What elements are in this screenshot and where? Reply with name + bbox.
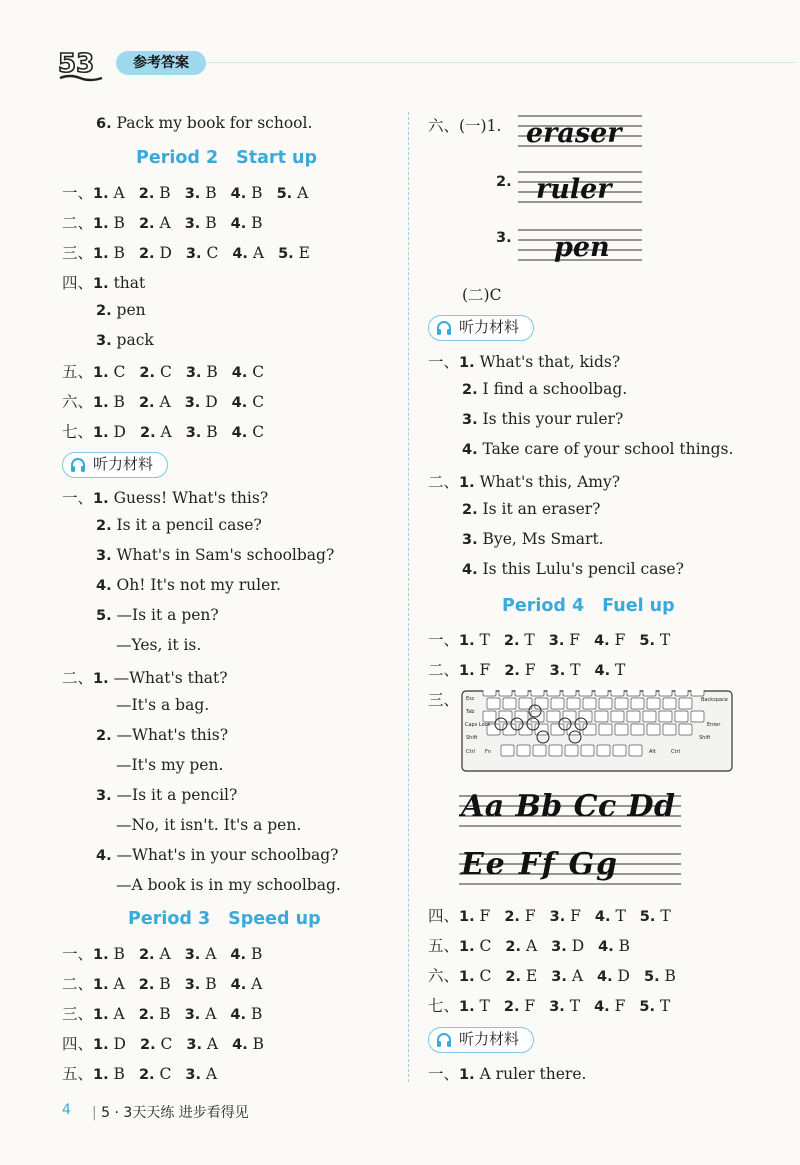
answer-item: 3. D <box>551 937 585 955</box>
item-prefix: 一、 <box>62 945 94 963</box>
answer-row <box>428 904 685 926</box>
header-rule <box>206 62 796 63</box>
answer-item: 3. B <box>184 184 217 202</box>
answer-item: 5. B <box>643 967 676 985</box>
svg-text:Shift: Shift <box>699 735 711 741</box>
answer-item: 4. B <box>230 1005 263 1023</box>
handwritten-word: ruler <box>536 174 612 205</box>
item-prefix: 六、 <box>62 393 94 411</box>
item-prefix: 二、 <box>62 975 94 993</box>
listening-material-label: 听力材料 <box>428 315 534 341</box>
item-prefix: 二、 <box>62 214 94 232</box>
answer-item: 5. T <box>639 997 671 1015</box>
svg-text:Enter: Enter <box>707 722 721 728</box>
answer-item: 3. T <box>549 997 581 1015</box>
item-prefix: 五、 <box>428 937 460 955</box>
answer-item: 1. B <box>93 1065 125 1083</box>
answer-row <box>62 1032 278 1054</box>
answer-item: 4. T <box>594 907 626 925</box>
answer-row <box>62 241 324 263</box>
headphones-icon <box>435 319 453 337</box>
answer-item: 2. A <box>138 214 171 232</box>
transcript-line: 3. What's in Sam's schoolbag? <box>96 546 335 564</box>
answer-item: 2. T <box>503 631 535 649</box>
answer-row <box>62 420 278 442</box>
answer-item: 1. F <box>459 907 491 925</box>
svg-text:Fn: Fn <box>485 749 492 755</box>
handwritten-letters: Aa Bb Cc Dd <box>461 789 675 824</box>
answer-line: 3. pack <box>96 331 154 349</box>
svg-text:Shift: Shift <box>466 735 478 741</box>
answer-row <box>428 964 690 986</box>
answer-item: 1. A <box>93 975 125 993</box>
svg-text:Backspace: Backspace <box>701 697 728 703</box>
transcript-line: 一、1. Guess! What's this? <box>62 489 269 507</box>
answer-item: 1. A <box>93 1005 125 1023</box>
answer-item: 3. B <box>184 214 217 232</box>
answer-item: 4. F <box>594 997 626 1015</box>
transcript-line: 二、1. What's this, Amy? <box>428 473 621 491</box>
item-prefix: 二、 <box>428 661 460 679</box>
handwriting-lines <box>518 112 642 276</box>
handwritten-letters: Ee Ff Gg <box>461 847 617 882</box>
answer-item: 2. A <box>138 393 171 411</box>
answer-line: 6. Pack my book for school. <box>96 114 313 132</box>
answer-item: 3. F <box>549 907 581 925</box>
item-prefix: 一、 <box>428 631 460 649</box>
answer-item: 1. B <box>93 214 125 232</box>
answer-item: 3. B <box>184 975 217 993</box>
answer-label: 3. <box>496 230 512 246</box>
transcript-line: 5. —Is it a pen? <box>96 606 219 624</box>
answer-row <box>62 390 278 412</box>
answer-item: 2. C <box>139 363 172 381</box>
answer-row <box>62 972 276 994</box>
transcript-line: 4. Is this Lulu's pencil case? <box>462 560 684 578</box>
answer-row <box>428 994 684 1016</box>
svg-text:Esc: Esc <box>466 696 475 702</box>
answer-item: 5. T <box>639 907 671 925</box>
keyboard-illustration <box>461 690 733 772</box>
answer-label: 三、 <box>428 691 460 709</box>
answer-item: 2. C <box>138 1065 172 1083</box>
svg-text:Tab: Tab <box>466 709 475 715</box>
item-prefix: 五、 <box>62 1065 94 1083</box>
item-prefix: 七、 <box>428 997 460 1015</box>
answer-item: 2. A <box>505 937 538 955</box>
column-divider <box>408 112 409 1082</box>
answer-item: 3. T <box>549 661 581 679</box>
page-number: 4 <box>62 1102 71 1118</box>
listening-material-label: 听力材料 <box>428 1027 534 1053</box>
transcript-line: 4. Take care of your school things. <box>462 440 734 458</box>
item-prefix: 七、 <box>62 423 94 441</box>
transcript-line: 2. I find a schoolbag. <box>462 380 628 398</box>
answer-label: 2. <box>496 174 512 190</box>
headphones-icon <box>435 1031 453 1049</box>
brand-logo <box>54 44 110 88</box>
answer-item: 5. A <box>276 184 309 202</box>
footer-brand: | 5 · 3天天练 进步看得见 <box>92 1105 249 1121</box>
answer-item: 3. D <box>184 393 218 411</box>
answer-item: 1. T <box>459 631 490 649</box>
answer-item: 2. B <box>138 184 171 202</box>
answer-item: 4. B <box>230 945 263 963</box>
answer-item: 1. A <box>93 184 125 202</box>
answer-row <box>428 658 639 680</box>
answer-item: 1. C <box>459 937 492 955</box>
answer-label: 六、(一)1. <box>428 117 502 135</box>
answer-item: 1. C <box>459 967 492 985</box>
answer-row <box>62 942 276 964</box>
answer-item: 5. E <box>278 244 310 262</box>
answer-row <box>428 628 684 650</box>
answer-item: 2. C <box>139 1035 173 1053</box>
answer-item: 4. D <box>597 967 630 985</box>
answer-line: 2. pen <box>96 301 146 319</box>
item-prefix: 一、 <box>62 184 94 202</box>
answer-item: 2. F <box>504 661 536 679</box>
answer-item: 1. T <box>459 997 490 1015</box>
answer-item: 1. D <box>93 1035 126 1053</box>
answer-item: 2. E <box>505 967 538 985</box>
answer-row <box>62 1062 231 1084</box>
transcript-line: —It's my pen. <box>116 756 224 774</box>
answer-item: 4. B <box>230 184 263 202</box>
transcript-line: 2. Is it a pencil case? <box>96 516 262 534</box>
svg-text:Ctrl: Ctrl <box>466 749 475 755</box>
answer-item: 3. C <box>185 244 219 262</box>
answer-item: 4. C <box>231 423 265 441</box>
answer-item: 2. F <box>503 997 536 1015</box>
transcript-line: 一、1. A ruler there. <box>428 1065 587 1083</box>
answer-item: 2. A <box>138 945 171 963</box>
transcript-line: 3. —Is it a pencil? <box>96 786 238 804</box>
answer-item: 1. F <box>459 661 491 679</box>
item-prefix: 四、 <box>62 1035 94 1053</box>
answer-item: 3. B <box>185 423 218 441</box>
answer-item: 2. F <box>504 907 536 925</box>
answer-item: 4. B <box>230 214 263 232</box>
answer-item: 3. A <box>185 1065 218 1083</box>
transcript-line: 4. Oh! It's not my ruler. <box>96 576 281 594</box>
answer-item: 1. B <box>93 244 125 262</box>
handwritten-word: pen <box>554 232 610 263</box>
answer-row <box>62 211 277 233</box>
answer-item: 4. F <box>594 631 626 649</box>
answer-item: 2. A <box>139 423 172 441</box>
answer-item: 3. A <box>184 945 217 963</box>
answer-item: 4. A <box>230 975 263 993</box>
item-prefix: 四、 <box>428 907 460 925</box>
item-prefix: 五、 <box>62 363 94 381</box>
answer-row <box>428 934 644 956</box>
answer-item: 3. A <box>184 1005 217 1023</box>
transcript-line: —It's a bag. <box>116 696 210 714</box>
answer-item: 4. A <box>232 244 265 262</box>
transcript-line: 3. Bye, Ms Smart. <box>462 530 604 548</box>
transcript-line: —A book is in my schoolbag. <box>116 876 341 894</box>
answer-item: 4. B <box>598 937 631 955</box>
answer-item: 3. A <box>551 967 584 985</box>
answer-item: 5. T <box>639 631 671 649</box>
alphabet-handwriting <box>459 784 681 896</box>
logo-text: 53 <box>58 49 95 79</box>
answer-line: (二)C <box>462 286 502 304</box>
transcript-line: 一、1. What's that, kids? <box>428 353 621 371</box>
answer-item: 3. A <box>186 1035 219 1053</box>
listening-material-label: 听力材料 <box>62 452 168 478</box>
section-title-period-3: Period 3 Speed up <box>128 909 321 929</box>
answer-item: 4. B <box>232 1035 265 1053</box>
answer-item: 1. C <box>93 363 126 381</box>
answer-line: 四、1. that <box>62 274 146 292</box>
answer-item: 4. C <box>231 393 265 411</box>
headphones-icon <box>69 456 87 474</box>
answer-row <box>62 181 322 203</box>
svg-text:Alt: Alt <box>649 749 656 755</box>
transcript-line: —No, it isn't. It's a pen. <box>116 816 302 834</box>
section-title-period-2: Period 2 Start up <box>136 148 318 168</box>
answer-item: 4. C <box>231 363 265 381</box>
svg-text:Caps Lock: Caps Lock <box>465 722 491 728</box>
transcript-line: 二、1. —What's that? <box>62 669 228 687</box>
answer-item: 1. B <box>93 393 125 411</box>
answer-item: 4. T <box>594 661 626 679</box>
item-prefix: 三、 <box>62 244 94 262</box>
item-prefix: 六、 <box>428 967 460 985</box>
answer-item: 3. F <box>548 631 581 649</box>
transcript-line: 2. —What's this? <box>96 726 229 744</box>
answer-item: 2. D <box>138 244 172 262</box>
transcript-line: 2. Is it an eraser? <box>462 500 601 518</box>
svg-text:Ctrl: Ctrl <box>671 749 680 755</box>
handwritten-word: eraser <box>526 118 622 149</box>
transcript-line: 4. —What's in your schoolbag? <box>96 846 339 864</box>
answer-item: 1. B <box>93 945 125 963</box>
section-title-period-4: Period 4 Fuel up <box>502 596 675 616</box>
answer-item: 1. D <box>93 423 126 441</box>
answer-key-tab: 参考答案 <box>116 51 206 75</box>
answer-item: 3. B <box>185 363 218 381</box>
item-prefix: 三、 <box>62 1005 94 1023</box>
answer-row <box>62 360 278 382</box>
answer-item: 2. B <box>138 1005 171 1023</box>
transcript-line: 3. Is this your ruler? <box>462 410 624 428</box>
transcript-line: —Yes, it is. <box>116 636 202 654</box>
answer-item: 2. B <box>138 975 171 993</box>
answer-row <box>62 1002 276 1024</box>
